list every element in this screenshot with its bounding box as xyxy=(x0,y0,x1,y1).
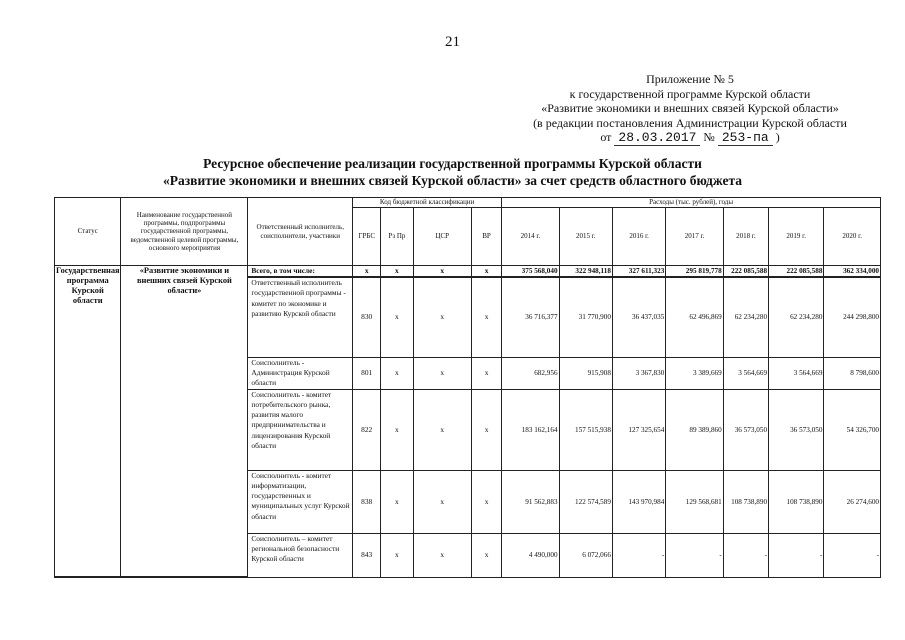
header-year: 2017 г. xyxy=(666,208,723,266)
value-cell: 36 716,377 xyxy=(502,277,559,357)
rzpr-cell: х xyxy=(381,357,413,389)
value-cell: 375 568,040 xyxy=(502,266,559,278)
executor-cell: Всего, в том числе: xyxy=(248,266,353,278)
value-cell: 129 568,681 xyxy=(666,470,723,533)
value-cell: 4 490,000 xyxy=(502,533,559,577)
header-year: 2015 г. xyxy=(559,208,612,266)
grbs-cell: 843 xyxy=(353,533,381,577)
appendix-line-5 xyxy=(520,130,860,146)
value-cell: 222 085,588 xyxy=(769,266,824,278)
value-cell: 3 564,669 xyxy=(723,357,768,389)
executor-cell: Соисполнитель – комитет региональной безопасности Курской области xyxy=(248,533,353,577)
header-name: Наименование государственной программы, подпрограммы государственной программы, ведомственной целевой программы, основного мероприятия xyxy=(121,198,248,266)
header-year: 2016 г. xyxy=(612,208,665,266)
executor-cell: Соисполнитель - комитет потребительского рынка, развития малого предпринимательства и лицензирования Курской области xyxy=(248,389,353,470)
header-vr: ВР xyxy=(471,208,501,266)
value-cell: - xyxy=(723,533,768,577)
grbs-cell: х xyxy=(353,266,381,278)
value-cell: 6 072,066 xyxy=(559,533,612,577)
csr-cell: х xyxy=(413,470,471,533)
value-cell: 26 274,600 xyxy=(824,470,881,533)
value-cell: 122 574,589 xyxy=(559,470,612,533)
budget-table xyxy=(54,197,881,578)
value-cell: 143 970,984 xyxy=(612,470,665,533)
value-cell: 31 770,900 xyxy=(559,277,612,357)
header-executor: Ответственный исполнитель, соисполнители, участники xyxy=(248,198,353,266)
header-expense-group: Расходы (тыс. рублей), годы xyxy=(502,198,881,208)
vr-cell: х xyxy=(471,470,501,533)
value-cell: 3 389,669 xyxy=(666,357,723,389)
value-cell: 36 573,050 xyxy=(769,389,824,470)
value-cell: 62 496,869 xyxy=(666,277,723,357)
appendix-line-4: (в редакции постановления Администрации Курской области xyxy=(533,115,847,130)
vr-cell: х xyxy=(471,266,501,278)
vr-cell: х xyxy=(471,389,501,470)
rzpr-cell: х xyxy=(381,277,413,357)
appendix-line-3: «Развитие экономики и внешних связей Курской области» xyxy=(541,101,839,115)
number-label: № xyxy=(703,130,715,144)
value-cell: 108 738,890 xyxy=(723,470,768,533)
page-number: 21 xyxy=(445,34,460,50)
status-cell: Государственная программа Курской области xyxy=(55,266,121,578)
value-cell: 108 738,890 xyxy=(769,470,824,533)
grbs-cell: 838 xyxy=(353,470,381,533)
value-cell: 62 234,280 xyxy=(723,277,768,357)
value-cell: 127 325,654 xyxy=(612,389,665,470)
csr-cell: х xyxy=(413,277,471,357)
value-cell: - xyxy=(612,533,665,577)
closing-paren: ) xyxy=(775,130,780,144)
header-rzpr: Рз Пр xyxy=(381,208,413,266)
resolution-date: 28.03.2017 xyxy=(614,130,700,146)
header-csr: ЦСР xyxy=(413,208,471,266)
csr-cell: х xyxy=(413,389,471,470)
header-status: Статус xyxy=(55,198,121,266)
resolution-number: 253-па xyxy=(718,130,773,146)
value-cell: 157 515,938 xyxy=(559,389,612,470)
value-cell: 222 085,588 xyxy=(723,266,768,278)
csr-cell: х xyxy=(413,533,471,577)
value-cell: 8 798,600 xyxy=(824,357,881,389)
executor-cell: Ответственный исполнитель государственной программы - комитет по экономике и развитию Курской области xyxy=(248,277,353,357)
rzpr-cell: х xyxy=(381,389,413,470)
value-cell: 54 326,700 xyxy=(824,389,881,470)
from-label: от xyxy=(600,130,612,144)
appendix-line-2: к государственной программе Курской области xyxy=(569,86,811,101)
rzpr-cell: х xyxy=(381,533,413,577)
appendix-line-1: Приложение № 5 xyxy=(646,72,734,86)
value-cell: 322 948,118 xyxy=(559,266,612,278)
value-cell: 362 334,000 xyxy=(824,266,881,278)
header-year: 2018 г. xyxy=(723,208,768,266)
value-cell: 244 298,800 xyxy=(824,277,881,357)
value-cell: 62 234,280 xyxy=(769,277,824,357)
rzpr-cell: х xyxy=(381,470,413,533)
title-line-1: Ресурсное обеспечение реализации государственной программы Курской области xyxy=(203,156,702,171)
value-cell: 327 611,323 xyxy=(612,266,665,278)
value-cell: 89 389,860 xyxy=(666,389,723,470)
value-cell: 682,956 xyxy=(502,357,559,389)
header-year: 2019 г. xyxy=(769,208,824,266)
appendix-block xyxy=(520,72,860,146)
grbs-cell: 822 xyxy=(353,389,381,470)
header-grbs: ГРБС xyxy=(353,208,381,266)
value-cell: 3 564,669 xyxy=(769,357,824,389)
executor-cell: Соисполнитель - Администрация Курской области xyxy=(248,357,353,389)
value-cell: - xyxy=(824,533,881,577)
header-year: 2014 г. xyxy=(502,208,559,266)
grbs-cell: 830 xyxy=(353,277,381,357)
value-cell: 295 819,778 xyxy=(666,266,723,278)
value-cell: 91 562,883 xyxy=(502,470,559,533)
header-code-group: Код бюджетной классификации xyxy=(353,198,502,208)
table-row-total xyxy=(55,266,881,278)
vr-cell: х xyxy=(471,277,501,357)
title-line-2: «Развитие экономики и внешних связей Курской области» за счет средств областного бюджета xyxy=(162,173,743,188)
header-year: 2020 г. xyxy=(824,208,881,266)
value-cell: - xyxy=(666,533,723,577)
value-cell: 36 437,035 xyxy=(612,277,665,357)
rzpr-cell: х xyxy=(381,266,413,278)
vr-cell: х xyxy=(471,357,501,389)
vr-cell: х xyxy=(471,533,501,577)
executor-cell: Соисполнитель - комитет информатизации, государственных и муниципальных услуг Курской области xyxy=(248,470,353,533)
grbs-cell: 801 xyxy=(353,357,381,389)
csr-cell: х xyxy=(413,357,471,389)
value-cell: 3 367,830 xyxy=(612,357,665,389)
value-cell: 36 573,050 xyxy=(723,389,768,470)
value-cell: - xyxy=(769,533,824,577)
document-title xyxy=(0,155,905,189)
program-name-cell: «Развитие экономики и внешних связей Курской области» xyxy=(121,266,248,578)
value-cell: 915,908 xyxy=(559,357,612,389)
csr-cell: х xyxy=(413,266,471,278)
value-cell: 183 162,164 xyxy=(502,389,559,470)
